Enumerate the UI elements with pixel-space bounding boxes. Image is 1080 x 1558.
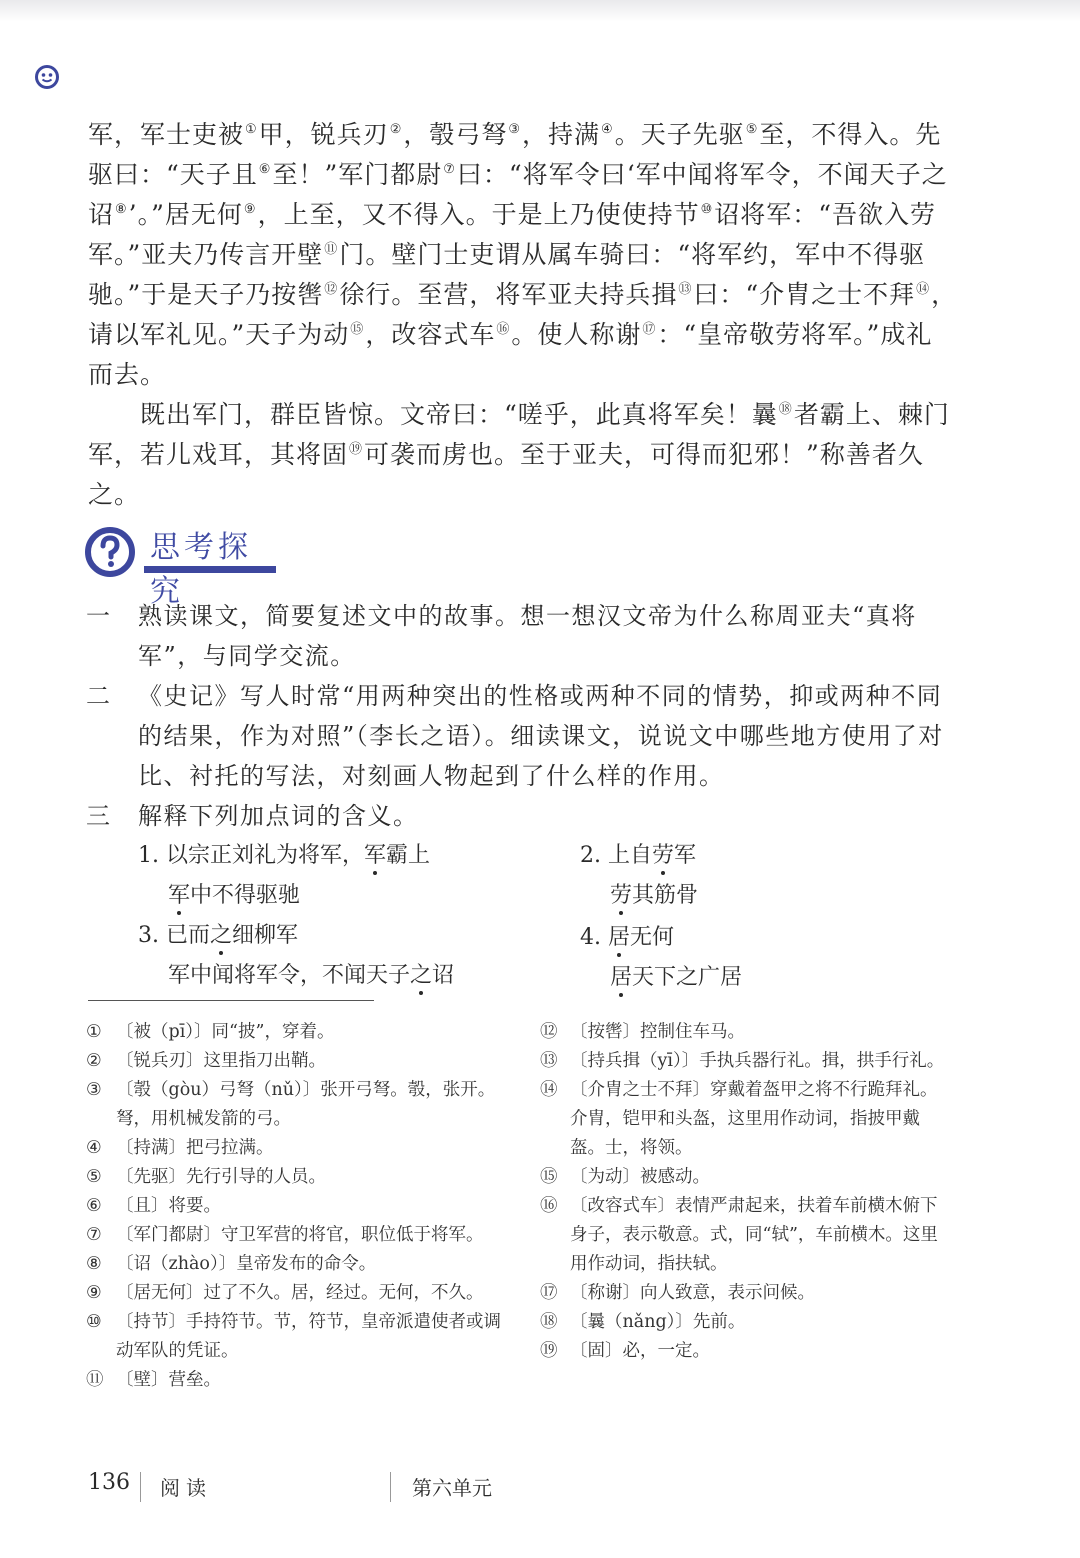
- article-text-run: ，改容式车: [365, 320, 496, 349]
- footnote-text: 〔诏（zhào）〕皇帝发布的命令。: [116, 1254, 377, 1274]
- article-text-run: ：“皇帝敬劳将军。”成礼而去。: [88, 320, 933, 389]
- article-text: [88, 115, 958, 515]
- question-number: 二: [86, 682, 112, 710]
- dotted-word: 居: [610, 958, 632, 998]
- footnote-number: ⑤: [86, 1167, 102, 1187]
- footnote-marker: ⑦: [443, 162, 456, 177]
- article-text-run: ，请以军礼见。”天子为动: [88, 280, 958, 349]
- footnote-item: [540, 1163, 950, 1192]
- article-text-run: 徐行。至营，将军亚夫持兵揖: [339, 280, 678, 309]
- footnote-marker: ②: [389, 122, 403, 137]
- footnote-number: ⑪: [86, 1370, 104, 1390]
- footnote-item: [540, 1308, 950, 1337]
- footnote-text: 〔锐兵刃〕这里指刀出鞘。: [116, 1051, 326, 1071]
- section-title-underline: [144, 566, 276, 573]
- footnote-marker: ⑪: [324, 242, 339, 257]
- article-text-run: 诏将军：“吾欲入劳军。”亚夫乃传言开壁: [88, 200, 937, 269]
- article-text-run: 至，不得入。先驱曰：“天子且: [88, 120, 942, 189]
- article-text-run: 曰：“将军令曰‘军中闻将军令，不闻天子之诏: [88, 160, 948, 229]
- vocab-text: 诏: [432, 963, 455, 988]
- article-paragraph-1: [88, 115, 958, 395]
- footnote-marker: ⑮: [350, 322, 365, 337]
- footnote-item: [540, 1192, 950, 1279]
- footnote-item: [86, 1279, 506, 1308]
- footnote-number: ②: [86, 1051, 102, 1071]
- footnote-text: 〔按辔〕控制住车马。: [570, 1022, 745, 1042]
- vocab-text: 天下之广居: [632, 965, 743, 990]
- article-text-run: 军，军士吏被: [88, 120, 245, 149]
- footnote-item: [86, 1308, 506, 1366]
- question-number: 三: [86, 802, 112, 830]
- footnote-item: [86, 1076, 506, 1134]
- article-text-run: ，持满: [522, 120, 601, 149]
- footnote-text: 〔被（pī）〕同“披”，穿着。: [116, 1022, 335, 1042]
- vocab-text: 霸上: [386, 843, 431, 868]
- footnote-item: [540, 1018, 950, 1047]
- article-paragraph-2: [88, 395, 958, 515]
- footnote-marker: ③: [508, 122, 522, 137]
- article-text-run: 门。壁门士吏谓从属车骑曰：“将军约，军中不得驱驰。”于是天子乃按辔: [88, 240, 926, 309]
- footnote-marker: ⑤: [745, 122, 759, 137]
- footnote-text: 〔为动〕被感动。: [570, 1167, 710, 1187]
- footnote-item: [540, 1279, 950, 1308]
- footnote-text: 〔先驱〕先行引导的人员。: [116, 1167, 326, 1187]
- question-text: 《史记》写人时常“用两种突出的性格或两种不同的情势，抑或两种不同的结果，作为对照”（李长之语）。细读课文，说说文中哪些地方使用了对比、衬托的写法，对刻画人物起到了什么样的作用。: [138, 682, 944, 790]
- footnote-marker: ⑨: [243, 202, 257, 217]
- vocab-item: [138, 836, 478, 916]
- footnote-number: ③: [86, 1080, 102, 1100]
- vocab-item: [580, 836, 920, 916]
- article-text-run: ，上至，又不得入。于是上乃使使持节: [257, 200, 700, 229]
- footnote-marker: ⑭: [916, 282, 931, 297]
- article-text-run: 甲，锐兵刃: [258, 120, 389, 149]
- dotted-word: 居: [608, 918, 630, 958]
- footnote-number: ⑨: [86, 1283, 102, 1303]
- vocab-text: 其筋骨: [632, 883, 699, 908]
- footnote-item: [86, 1192, 506, 1221]
- question-text: 解释下列加点词的含义。: [138, 802, 419, 830]
- dotted-word: 之: [210, 916, 232, 956]
- article-text-run: 至！”军门都尉: [272, 160, 443, 189]
- footnote-text: 〔壁〕营垒。: [116, 1370, 221, 1390]
- footnote-marker: ⑰: [642, 322, 657, 337]
- footnote-text: 〔且〕将要。: [116, 1196, 221, 1216]
- footnote-text: 〔介胄之士不拜〕穿戴着盔甲之将不行跪拜礼。介胄，铠甲和头盔，这里用作动词，指披甲戴盔。士，将领。: [570, 1080, 938, 1158]
- footnote-marker: ⑯: [496, 322, 511, 337]
- footnote-marker: ①: [245, 122, 258, 137]
- page-number: 136: [88, 1470, 130, 1495]
- footer-divider: [390, 1472, 391, 1502]
- article-text-run: 可袭而虏也。至于亚夫，可得而犯邪！”称善者久之。: [88, 440, 924, 509]
- vocab-text: 细柳军: [232, 923, 299, 948]
- footnote-item: [86, 1366, 506, 1395]
- vocab-number: 1.: [138, 843, 159, 868]
- footnote-item: [86, 1134, 506, 1163]
- question-item: [86, 676, 956, 796]
- page-footer: [0, 1470, 1080, 1510]
- article-text-run: 曰：“介胄之士不拜: [693, 280, 916, 309]
- footer-divider: [140, 1472, 141, 1502]
- footnote-marker: ⑧: [115, 202, 128, 217]
- question-list: [86, 596, 956, 836]
- question-text: 熟读课文，简要复述文中的故事。想一想汉文帝为什么称周亚夫“真将军”，与同学交流。: [138, 602, 917, 670]
- question-number: 一: [86, 602, 112, 630]
- footnote-number: ④: [86, 1138, 102, 1158]
- footnote-item: [540, 1047, 950, 1076]
- footnote-item: [86, 1250, 506, 1279]
- footnote-marker: ⑬: [678, 282, 693, 297]
- article-text-run: 者霸上、棘门军，若儿戏耳，其将固: [88, 400, 950, 469]
- dotted-word: 劳: [610, 876, 632, 916]
- section-header: [84, 520, 284, 609]
- footnote-number: ①: [86, 1022, 102, 1042]
- footer-section: 阅读: [160, 1476, 212, 1500]
- footnote-number: ⑥: [86, 1196, 102, 1216]
- vocab-text: 军: [674, 843, 697, 868]
- article-text-run: 既出军门，群臣皆惊。文帝曰：“嗟乎，此真将军矣！曩: [140, 400, 778, 429]
- footnote-marker: ⑲: [349, 442, 364, 457]
- vocab-item: [138, 916, 478, 996]
- footnote-item: [86, 1163, 506, 1192]
- footnote-item: [540, 1337, 950, 1366]
- footnote-number: ⑭: [540, 1080, 558, 1100]
- footnote-item: [86, 1047, 506, 1076]
- footnote-item: [86, 1221, 506, 1250]
- vocab-number: 4.: [580, 925, 601, 950]
- footnote-marker: ⑩: [700, 202, 714, 217]
- footnote-text: 〔曩（nǎng）〕先前。: [570, 1312, 746, 1332]
- vocab-text: 已而: [166, 923, 211, 948]
- footnote-text: 〔持满〕把弓拉满。: [116, 1138, 274, 1158]
- footnote-text: 〔军门都尉〕守卫军营的将官，职位低于将军。: [116, 1225, 484, 1245]
- footnote-item: [86, 1018, 506, 1047]
- footnote-marker: ⑫: [324, 282, 339, 297]
- dotted-word: 劳: [652, 836, 674, 876]
- footnote-marker: ④: [601, 122, 614, 137]
- footnote-text: 〔持节〕手持符节。节，符节，皇帝派遣使者或调动军队的凭证。: [116, 1312, 501, 1361]
- vocab-text: 上自: [608, 843, 653, 868]
- footnote-marker: ⑱: [778, 402, 793, 417]
- page-top-shadow: [0, 0, 1080, 22]
- footnote-number: ⑫: [540, 1022, 558, 1042]
- footnote-number: ⑩: [86, 1312, 102, 1332]
- vocab-text: 以宗正刘礼为将军，: [166, 843, 365, 868]
- section-title: 思考探究: [150, 530, 252, 609]
- footnote-number: ⑯: [540, 1196, 558, 1216]
- footnote-text: 〔彀（gòu）弓弩（nǔ）〕张开弓弩。彀，张开。弩，用机械发箭的弓。: [116, 1080, 496, 1129]
- footnote-marker: ⑥: [258, 162, 272, 177]
- article-text-run: 。使人称谢: [511, 320, 642, 349]
- vocab-text: 无何: [630, 925, 675, 950]
- footnote-number: ⑱: [540, 1312, 558, 1332]
- footnote-item: [540, 1076, 950, 1163]
- vocab-number: 2.: [580, 843, 601, 868]
- dotted-word: 军: [168, 876, 190, 916]
- footnote-number: ⑰: [540, 1283, 558, 1303]
- footnotes-left: [86, 1018, 506, 1395]
- article-text-run: 。天子先驱: [614, 120, 745, 149]
- dotted-word: 之: [410, 956, 432, 996]
- footnote-number: ⑬: [540, 1051, 558, 1071]
- dotted-word: 军: [364, 836, 386, 876]
- vocab-item: [580, 918, 920, 998]
- footnote-number: ⑲: [540, 1341, 558, 1361]
- footnote-number: ⑦: [86, 1225, 102, 1245]
- footnote-text: 〔居无何〕过了不久。居，经过。无何，不久。: [116, 1283, 484, 1303]
- smiley-icon: [34, 64, 60, 90]
- question-mark-icon: [84, 526, 136, 578]
- question-item: [86, 596, 956, 676]
- footnote-text: 〔改容式车〕表情严肃起来，扶着车前横木俯下身子，表示敬意。式，同“轼”，车前横木。这里用作动词，指扶轼。: [570, 1196, 938, 1274]
- footnote-divider: [88, 1000, 374, 1001]
- footnote-text: 〔固〕必，一定。: [570, 1341, 710, 1361]
- footnote-number: ⑮: [540, 1167, 558, 1187]
- article-text-run: ，彀弓弩: [403, 120, 508, 149]
- footer-unit: 第六单元: [412, 1476, 492, 1500]
- footnote-text: 〔称谢〕向人致意，表示问候。: [570, 1283, 815, 1303]
- footnote-text: 〔持兵揖（yī）〕手执兵器行礼。揖，拱手行礼。: [570, 1051, 945, 1071]
- vocab-number: 3.: [138, 923, 159, 948]
- footnote-number: ⑧: [86, 1254, 102, 1274]
- footnotes-right: [540, 1018, 950, 1366]
- question-item: [86, 796, 956, 836]
- article-text-run: ’。”居无何: [128, 200, 243, 229]
- vocab-text: 中不得驱驰: [190, 883, 301, 908]
- vocab-text: 军中闻将军令，不闻天子: [168, 963, 411, 988]
